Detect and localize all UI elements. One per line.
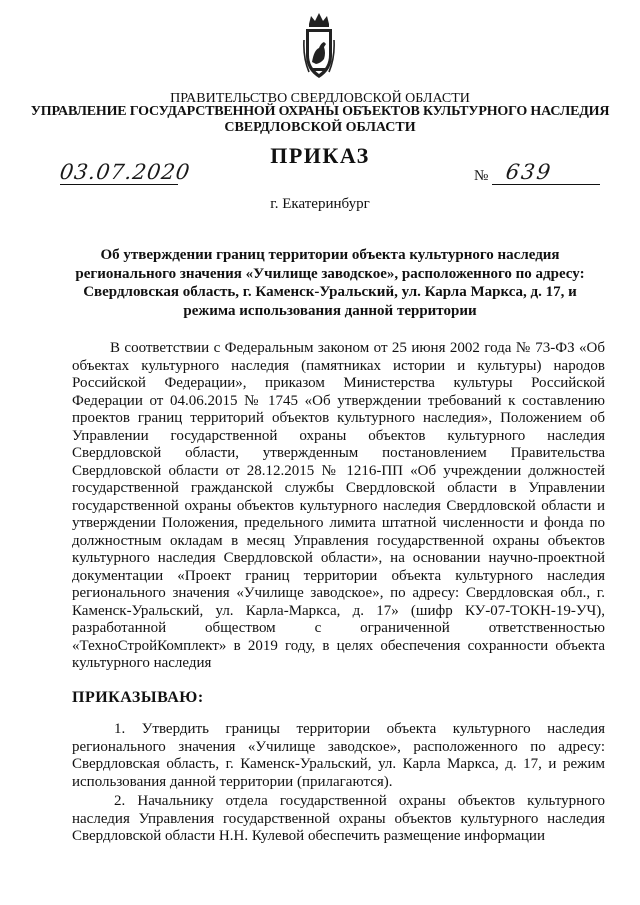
number-underline (492, 184, 600, 185)
order-title: ПРИКАЗ (270, 143, 370, 168)
order-item-2: 2. Начальнику отдела государственной охраны объектов культурного наследия Управления государственной охраны объектов культурного наследия Свердловской области Н.Н. Кулевой обеспечить размещение информации (72, 793, 605, 844)
order-number: 639 (504, 160, 554, 184)
orders-heading: ПРИКАЗЫВАЮ: (72, 689, 204, 706)
preamble-paragraph: В соответствии с Федеральным законом от 25 июня 2002 года № 73-ФЗ «Об объектах культурного наследия (памятниках истории и культуры) народов Российской Федерации», приказом Министерства культуры Российской Федерации от 04.06.2015 № 1745 «Об утверждении требований к составлению проектов границ территорий объектов культурного наследия», Положением об Управлении государственной охраны объектов культурного наследия Свердловской области, утвержденным постановлением Правительства Свердловской области от 28.12.2015 № 1216-ПП «Об учреждении должностей государственной гражданской службы Свердловской области в Управлении государственной охраны объектов культурного наследия Свердловской области и утверждении Положения, предельного лимита штатной численности и фонда по должностным окладам в месяц Управления государственной охраны объектов культурного наследия Свердловской области», на основании научно-проектной документации «Проект границ территории объекта культурного наследия регионального значения «Училище заводское», по адресу: Свердловская обл., г. Каменск-Уральский, ул. Карла-Маркса, д. 17» (шифр КУ-07-ТОКН-19-УЧ), разработанной обществом с ограниченной ответственностью «ТехноСтройКомплект» в 2019 году, в целях обеспечения сохранности объекта культурного наследия (72, 340, 605, 671)
order-date: 03.07.2020 (58, 160, 192, 184)
coat-of-arms-icon (303, 10, 335, 84)
government-name: ПРАВИТЕЛЬСТВО СВЕРДЛОВСКОЙ ОБЛАСТИ (170, 91, 470, 106)
order-number-label: № (474, 168, 489, 184)
order-item-1: 1. Утвердить границы территории объекта культурного наследия регионального значения «Училище заводское», расположенного по адресу: Свердловская область, г. Каменск-Уральский, ул. Карла Маркса, д. 17, и режим использования данной территории (прилагаются). (72, 721, 605, 790)
department-name-line2: СВЕРДЛОВСКОЙ ОБЛАСТИ (224, 120, 416, 135)
city: г. Екатеринбург (270, 196, 370, 212)
date-underline (60, 184, 178, 185)
order-subject: Об утверждении границ территории объекта культурного наследия регионального значения «Училище заводское», расположенного по адресу: Свердловская область, г. Каменск-Уральский, ул. Карла Маркса, д. 17, и режима использования данной территории (75, 247, 585, 320)
department-name-line1: УПРАВЛЕНИЕ ГОСУДАРСТВЕННОЙ ОХРАНЫ ОБЪЕКТОВ КУЛЬТУРНОГО НАСЛЕДИЯ (30, 104, 610, 119)
order-number-field (492, 162, 600, 188)
order-date-field (58, 160, 192, 188)
